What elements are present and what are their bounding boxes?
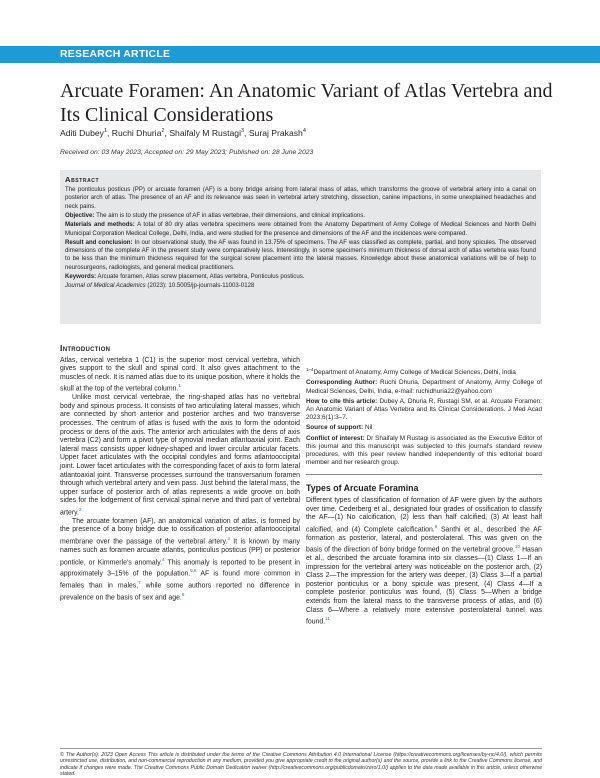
reference-link[interactable]: 1: [178, 383, 181, 389]
support-label: Source of support:: [306, 424, 364, 432]
article-type-band: [0, 46, 600, 63]
cite-label: How to cite this article:: [306, 397, 378, 405]
results-label: Result and conclusion:: [65, 238, 133, 246]
intro-p3-text: The arcuate foramen (AF), an anatomical variation of atlas, is formed by the presence of a bony bridge due to ossification of posterior atlantooccipital membrane over the passage of the vertebral artery.: [60, 517, 300, 546]
intro-p3-text: AF is found more common in females than in males,: [60, 570, 300, 590]
results-text: In our observational study, the AF was found in 13.75% of specimens. The AF was classified as complete, partial, and bony spicules. The observed dimensions of the complete AF in the present study were comparatively less. Interestingly, in some specimen's minimum thickness of dorsal arch of atlas vertebra was found to be less than the minimum thickness required for the surgical screw placement into the lateral masses. Knowledge about these anatomical variations will be of help to neurosurgeons, radiologists, and general medical practitioners.: [65, 238, 536, 271]
corresponding-author: [306, 379, 542, 395]
objective-label: Objective:: [65, 212, 95, 219]
reference-link[interactable]: 8: [181, 592, 185, 598]
keywords-text: Arcuate foramen, Atlas screw placement, Atlas vertebra, Ponticulus posticus.: [97, 272, 305, 280]
source-of-support: [306, 424, 542, 432]
affiliation-note: [306, 366, 542, 377]
support-text: Nil: [363, 424, 373, 432]
abstract-keywords: [65, 273, 536, 281]
intro-paragraph-2: [60, 394, 300, 518]
author-affiliation-mark: 1: [103, 128, 108, 135]
conflict-of-interest: [306, 435, 542, 468]
reference-link[interactable]: 5,6: [190, 568, 197, 574]
citation-journal: Journal of Medical Academics: [65, 282, 146, 290]
intro-p2-text: Unlike most cervical vertebrae, the ring-shaped atlas has no vertebral body and spinous process. It consists of two articulating lateral masses, which are connected by short anterior and posterior arches and two transverse processes. The centrum of atlas is fused with the axis to form the odontoid process or dens of the axis. The anterior arch articulates with the dens of axis vertebra (C2) and form a pivot type of synovial median atlantoaxial joint. Each lateral mass consists upper kidney-shaped and lower circular articular facets. Upper facet articulates with the occipital condyles and forms atlantooccipital joint. Lower facet articulates with the corresponding facet of axis to form lateral atlantoaxial joint. Transverse processes surround the transversarium foramen through which vertebral artery and vein pass. Just behind the lateral mass, the upper surface of posterior arch of atlas represents a wide groove on both sides for the lodgement of first cervical spinal nerve and third part of vertebral artery.: [60, 394, 300, 517]
license-footer: © The Author(s). 2023 Open Access This article is distributed under the terms of the Creative Commons Attribution 4.0 International License (https://creativecommons.org/licenses/by-nc/4.0/), which permits unrestricted use, distribution, and non-commercial reproduction in any medium, provided you give appropriate credit to the original author(s) and the source, provide a link to the Creative Commons license, and indicate if changes were made. The Creative Commons Public Domain Dedication waiver (http://creativecommons.org/publicdomain/zero/1.0/) applies to the data made available in this article, unless otherwise stated.: [60, 748, 542, 778]
article-type-label: RESEARCH ARTICLE: [60, 48, 171, 60]
abstract-citation: [65, 282, 536, 290]
reference-link[interactable]: 11: [325, 616, 330, 622]
publication-dates: Received on: 03 May 2023; Accepted on: 29 May 2023; Published on: 28 June 2023: [60, 149, 314, 156]
abstract-objective: [65, 212, 536, 220]
types-text: Santhi et al., described the AF formation as posterior, lateral, and posterolateral. This was given on the basis of the direction of bony bridge formed on the vertebral groove.: [306, 526, 542, 554]
conflict-text: Dr Shaifaly M Rustagi is associated as the Executive Editor of this journal and this manuscript was subjected to this journal's standard review procedures, with this peer review handled independently of this editorial board member and her research group.: [306, 434, 542, 467]
intro-paragraph-1: [60, 357, 300, 395]
methods-text: A total of 80 dry atlas vertebra specimens were obtained from the Anatomy Department of Army College of Medical Sciences and North Delhi Municipal Corporation Medical College, Delhi, India, and were studied for the presence and dimensions of the AF and the incidences were compared.: [65, 221, 537, 237]
affiliation-mark: 1–4: [306, 367, 314, 372]
types-text: Hasan et al., described the arcuate foramina into six classes—(1) Class 1—If an impression for the vertebral artery was noticeable on the posterior arch, (2) Class 2—The impression for the artery was deeper, (3) Class 3—If a partial posterior ponticulus or a bony spicule was present, (4) Class 4—If a complete posterior ponticulus was found, (5) Class 5—When a bridge extends from the lateral mass to the transverse process of atlas, and (6) Class 6—Where a relatively more extensive posterolateral tunnel was found.: [306, 546, 542, 626]
abstract-box: [60, 170, 541, 324]
conflict-label: Conflict of interest:: [306, 434, 365, 442]
article-notes: [306, 366, 542, 467]
corresponding-label: Corresponding Author:: [306, 379, 378, 387]
affiliation-text: Department of Anatomy, Army College of Medical Sciences, Delhi, India: [313, 369, 516, 377]
types-paragraph: [306, 497, 542, 627]
types-text: Different types of classification of formation of AF were given by the authors over time. Cederberg et al., designated four grades of ossification to classify the AF—(1) No calcification, (2) less than half calcified, (3) At least half calcified, and (4) Complete calcification.: [306, 496, 542, 534]
author-list: Aditi Dubey$^1$, Ruchi Dhuria$^2$, Shaifaly M Rustagi$^3$, Suraj Prakash$^4$: [60, 128, 306, 138]
left-column: [60, 344, 300, 603]
reference-link[interactable]: 2: [79, 506, 82, 512]
objective-text: The aim is to study the presence of AF in atlas vertebrae, their dimensions, and clinical implications.: [96, 212, 365, 219]
corresponding-text: Ruchi Dhuria, Department of Anatomy, Army College of Medical Sciences, Delhi, India, e-mail: ruchidhuria22@yahoo.com: [306, 379, 542, 395]
intro-p3-text: This anomaly is reported to be present in approximately 3–15% of the population.: [60, 558, 300, 578]
article-title: Arcuate Foramen: An Anatomic Variant of Atlas Vertebra and Its Clinical Considerations: [60, 80, 553, 126]
how-to-cite: [306, 398, 542, 423]
intro-p3-text: It is known by many names such as foramen arcuate atlantis, ponticulus posticus (PP) or posterior ponticle, or Kimmerle's anomaly.: [60, 538, 300, 566]
cite-text: Dubey A, Dhuria R, Rustagi SM, et al. Arcuate Foramen: An Anatomic Variant of Atlas Vertebra and Its Clinical Considerations. J Med Acad 2023;6(1):3–7.: [306, 397, 542, 422]
abstract-heading: Abstract: [65, 175, 100, 184]
abstract-methods: [65, 221, 536, 237]
author-affiliation-mark: 3: [240, 128, 245, 135]
intro-p3-text: while some authors reported no difference in prevalence on the basis of sex and age.: [60, 582, 300, 602]
abstract-results: [65, 239, 536, 272]
intro-paragraph-3: [60, 518, 300, 603]
keywords-label: Keywords:: [65, 272, 97, 280]
citation-doi: (2023): 10.5005/jp-journals-11003-0128: [145, 282, 255, 290]
author-affiliation-mark: 4: [302, 128, 306, 135]
author-affiliation-mark: 2: [161, 128, 165, 135]
methods-label: Materials and methods:: [65, 221, 135, 229]
reference-link[interactable]: 3: [227, 536, 230, 542]
types-heading: Types of Arcuate Foramina: [306, 483, 419, 494]
reference-link[interactable]: 7: [138, 580, 141, 586]
reference-link[interactable]: 4: [162, 556, 165, 562]
intro-p1-text: Atlas, cervical vertebra 1 (C1) is the superior most cervical vertebra, which gives support to the skull and spinal cord. It also gives attachment to the muscles of neck. It is named atlas due to its unique position, where it holds the skull at the top of the vertebral column.: [60, 356, 300, 393]
reference-link[interactable]: 9: [434, 523, 438, 529]
notes-divider: [306, 474, 542, 475]
introduction-heading: Introduction: [60, 343, 111, 353]
right-column: [306, 344, 542, 627]
author-name: Suraj Prakash: [248, 128, 303, 138]
author-name: Shaifaly M Rustagi: [169, 128, 241, 138]
abstract-intro: The ponticulus posticus (PP) or arcuate foramen (AF) is a bony bridge arising from lateral mass of atlas, which transforms the groove of vertebral artery into a canal on posterior arch of atlas. The presence of an AF and its relevance was seen in vertebral artery stretching, dissection, canine impactions, in some unexplained headaches and neck pains.: [65, 186, 536, 210]
author-name: Aditi Dubey: [60, 128, 104, 138]
reference-link[interactable]: 10: [514, 544, 520, 550]
author-name: Ruchi Dhuria: [111, 128, 162, 138]
